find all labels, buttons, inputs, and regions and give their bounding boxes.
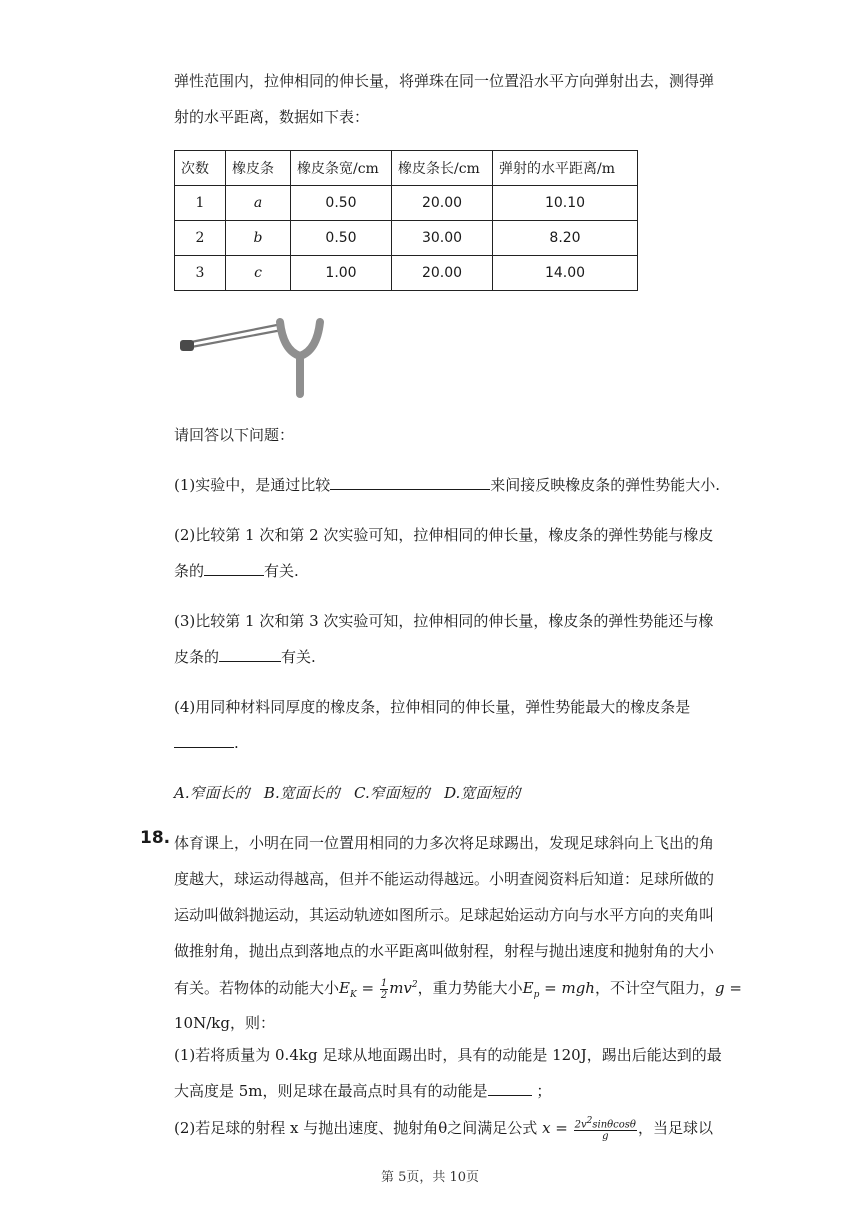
q17-part-2-line-1: (2)比较第 1 次和第 2 次实验可知，拉伸相同的伸长量，橡皮条的弹性势能与橡皮 [174, 526, 714, 544]
option-b: B.宽面长的 [263, 784, 340, 802]
intro-line-1: 弹性范围内，拉伸相同的伸长量，将弹珠在同一位置沿水平方向弹射出去，测得弹 [174, 72, 715, 90]
range-formula: x = $\frac{2v^2\sin\theta\cos\theta}{g}$ [542, 1116, 636, 1143]
table-cell: 20.00 [392, 186, 493, 221]
table-cell: 0.50 [291, 186, 392, 221]
answer-blank [219, 647, 281, 662]
q17-part-4-line-2 [174, 732, 239, 754]
q17-part-3-line-2 [174, 646, 316, 668]
q18-sub-1-line-1: (1)若将质量为 0.4kg 足球从地面踢出时，具有的动能是 120J，踢出后能达到的最 [174, 1046, 722, 1064]
table-cell: 2 [175, 221, 226, 256]
answer-blank [174, 733, 234, 748]
answer-blank [488, 1081, 532, 1096]
text: 皮条的 [174, 648, 220, 666]
answer-blank [330, 475, 490, 490]
q18-sub-2-line-1 [174, 1116, 713, 1142]
text: 有关. [281, 648, 316, 666]
q18-line-2: 度越大，球运动得越高，但并不能运动得越远。小明查阅资料后知道：足球所做的 [174, 870, 715, 888]
text: 来间接反映橡皮条的弹性势能大小. [490, 476, 721, 494]
page-footer: 第 5页，共 10页 [380, 1170, 480, 1185]
table-header-cell: 弹射的水平距离/m [493, 151, 638, 186]
g-symbol: g = [714, 979, 742, 997]
potential-energy-formula: $E_p$ = mgh [522, 979, 595, 1000]
text: ，不计空气阻力， [594, 979, 715, 997]
table-cell: a [226, 186, 291, 221]
table-header-cell: 橡皮条长/cm [392, 151, 493, 186]
q18-line-6: 10N/kg，则： [174, 1014, 275, 1032]
table-header-cell: 橡皮条宽/cm [291, 151, 392, 186]
table-row [175, 256, 638, 291]
q17-part-2-line-2 [174, 560, 299, 582]
text: 有关。若物体的动能大小 [174, 979, 340, 997]
table-cell: 30.00 [392, 221, 493, 256]
table-header-cell: 次数 [175, 151, 226, 186]
q17-part-4-line-1: (4)用同种材料同厚度的橡皮条，拉伸相同的伸长量，弹性势能最大的橡皮条是 [174, 698, 691, 716]
q18-line-3: 运动叫做斜抛运动，其运动轨迹如图所示。足球起始运动方向与水平方向的夹角叫 [174, 906, 715, 924]
text: ，重力势能大小 [417, 979, 523, 997]
table-cell: 10.10 [493, 186, 638, 221]
table-cell: 8.20 [493, 221, 638, 256]
intro-line-2: 射的水平距离，数据如下表： [174, 108, 370, 126]
text: (1)实验中，是通过比较 [174, 476, 331, 494]
table-cell: 0.50 [291, 221, 392, 256]
option-a: A.窄面长的 [174, 784, 250, 802]
option-c: C.窄面短的 [354, 784, 430, 802]
data-table [174, 150, 638, 291]
text: . [234, 734, 239, 752]
table-row [175, 221, 638, 256]
q17-part-3-line-1: (3)比较第 1 次和第 3 次实验可知，拉伸相同的伸长量，橡皮条的弹性势能还与橡 [174, 612, 714, 630]
table-cell: 1 [175, 186, 226, 221]
table-cell: 1.00 [291, 256, 392, 291]
q17-options [174, 782, 520, 804]
table-row [175, 186, 638, 221]
answer-blank [204, 561, 264, 576]
q17-part-1 [174, 474, 720, 496]
table-cell: b [226, 221, 291, 256]
option-d: D.宽面短的 [444, 784, 521, 802]
q18-line-4: 做推射角，抛出点到落地点的水平距离叫做射程，射程与抛出速度和抛射角的大小 [174, 942, 715, 960]
table-header-cell: 橡皮条 [226, 151, 291, 186]
text: 大高度是 5m，则足球在最高点时具有的动能是 [174, 1082, 488, 1100]
q17-prompt: 请回答以下问题： [174, 426, 295, 444]
table-cell: c [226, 256, 291, 291]
text: (2)若足球的射程 x 与抛出速度、抛射角θ之间满足公式 [174, 1119, 538, 1138]
text: 有关. [264, 562, 299, 580]
text: ，当足球以 [637, 1119, 713, 1138]
q18-line-5 [174, 974, 742, 1006]
table-cell: 14.00 [493, 256, 638, 291]
text: 条的 [174, 562, 205, 580]
table-cell: 20.00 [392, 256, 493, 291]
slingshot-figure [176, 312, 328, 398]
q18-line-1: 体育课上，小明在同一位置用相同的力多次将足球踢出，发现足球斜向上飞出的角 [174, 834, 715, 852]
question-number-18: 18. [140, 828, 171, 848]
table-header-row [175, 151, 638, 186]
kinetic-energy-formula: $E_K$ = $\frac{1}{2}$ $mv^2$ [339, 977, 418, 1001]
q18-sub-1-line-2 [174, 1080, 551, 1102]
table-cell: 3 [175, 256, 226, 291]
text: ； [531, 1082, 552, 1100]
